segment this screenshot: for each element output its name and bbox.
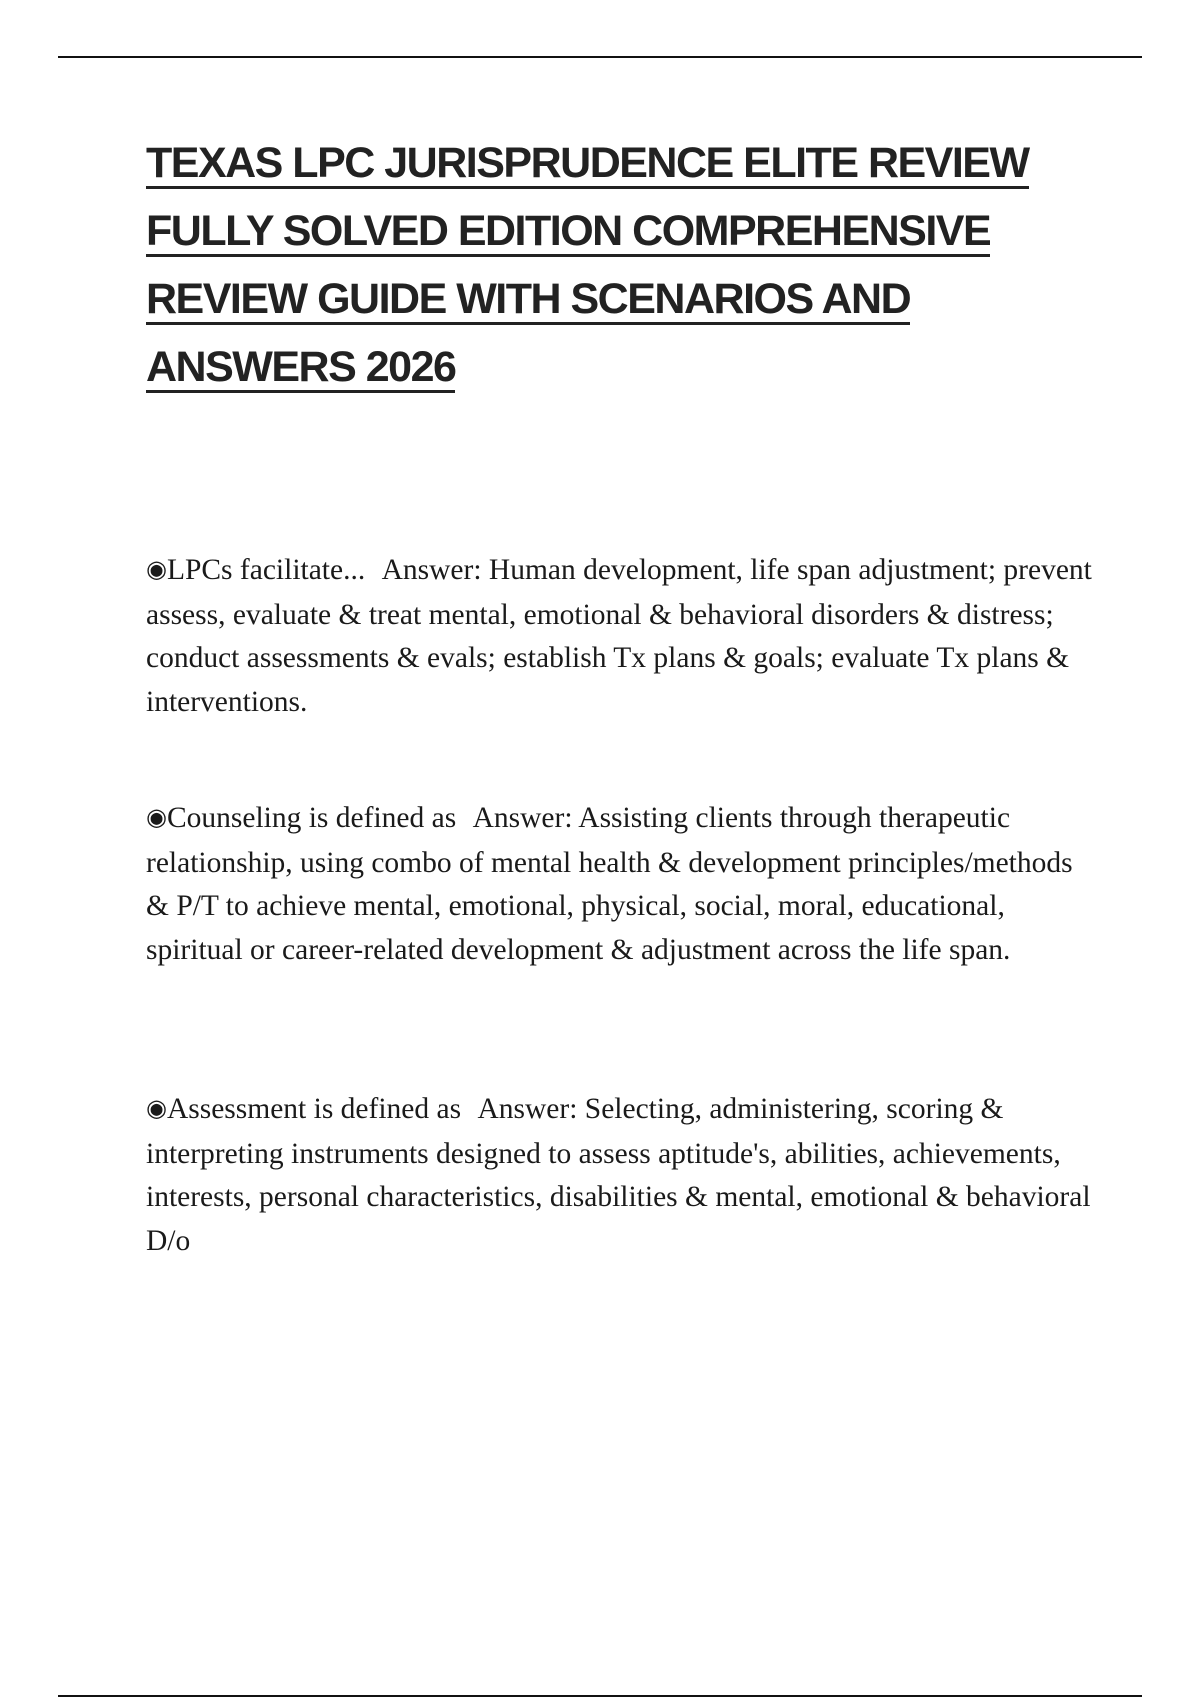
answer-label: Answer: — [472, 802, 573, 834]
qa-item — [146, 549, 1096, 724]
question-text: LPCs facilitate... — [166, 554, 366, 586]
title-line-2: FULLY SOLVED EDITION COMPREHENSIVE — [146, 207, 991, 255]
answer-label: Answer: — [477, 1093, 578, 1125]
question-text: Counseling is defined as — [166, 802, 457, 834]
title-line-3: REVIEW GUIDE WITH SCENARIOS AND — [146, 275, 911, 323]
answer-text: Human development, life span adjustment; prevent assess, evaluate & treat mental, emotional & behavioral disorders & distress; conduct assessments & evals; establish Tx plans & goals; evaluate Tx plans & interventions. — [146, 554, 1092, 718]
radio-bullet-icon: ◉ — [146, 555, 167, 583]
radio-bullet-icon: ◉ — [146, 1094, 167, 1122]
answer-label: Answer: — [381, 554, 482, 586]
answer-text: Assisting clients through therapeutic relationship, using combo of mental health & development principles/methods & P/T to achieve mental, emotional, physical, social, moral, educational, spiritual or career-related development & adjustment across the life span. — [146, 802, 1073, 966]
answer-text: Selecting, administering, scoring & interpreting instruments designed to assess aptitude's, abilities, achievements, interests, personal characteristics, disabilities & mental, emotional & behavioral D/o — [146, 1093, 1091, 1257]
bottom-divider — [58, 1695, 1142, 1697]
question-text: Assessment is defined as — [166, 1093, 462, 1125]
qa-item — [146, 1088, 1096, 1263]
top-divider — [58, 56, 1142, 58]
document-title — [146, 139, 1106, 414]
title-line-4: ANSWERS 2026 — [146, 343, 456, 391]
title-line-1: TEXAS LPC JURISPRUDENCE ELITE REVIEW — [146, 139, 1029, 187]
qa-item — [146, 797, 1096, 972]
radio-bullet-icon: ◉ — [146, 803, 167, 831]
